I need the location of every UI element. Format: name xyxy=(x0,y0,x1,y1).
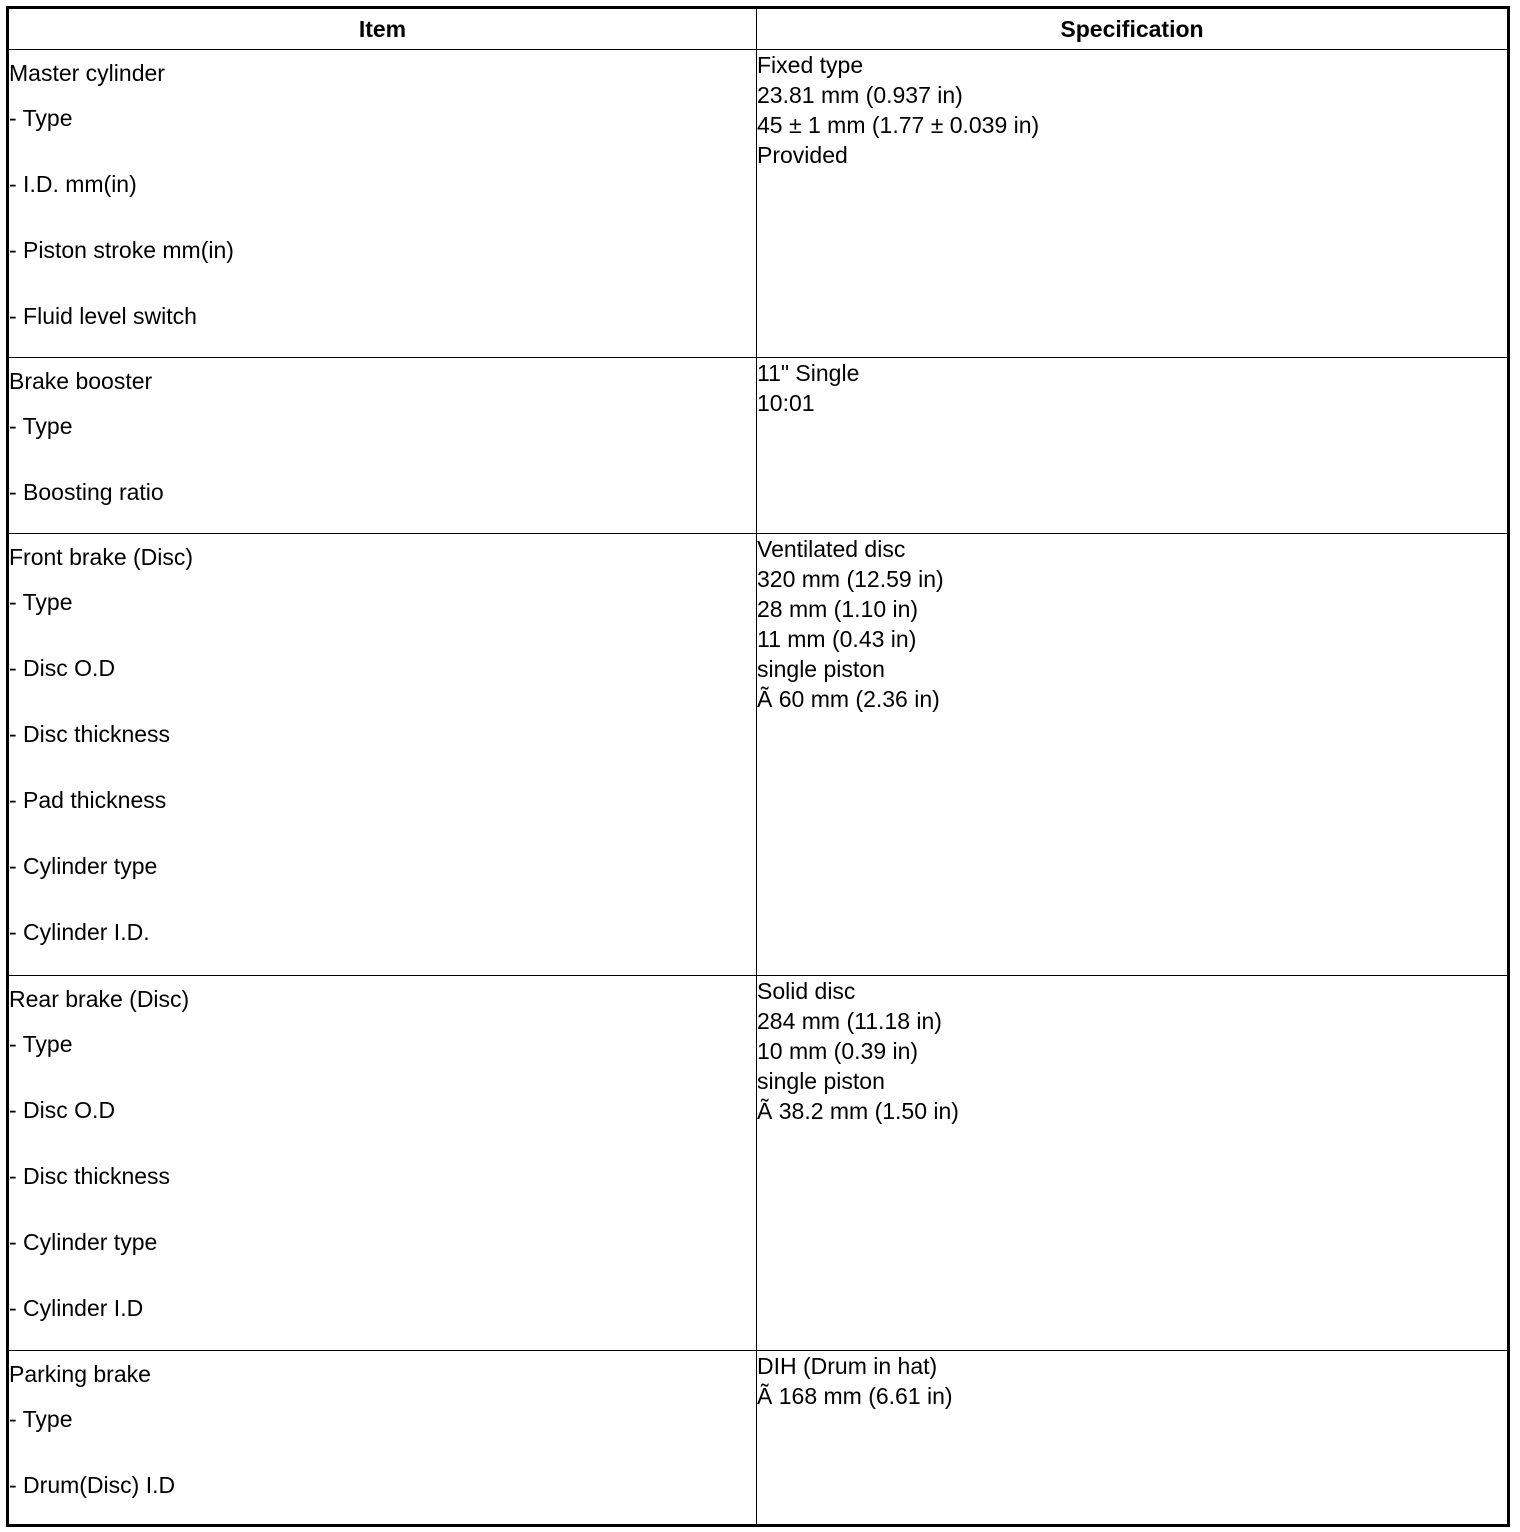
item-subitem: - I.D. mm(in) xyxy=(9,171,137,197)
item-title: Rear brake (Disc) xyxy=(9,986,190,1012)
table-row xyxy=(8,358,1509,534)
spec-value: Ã 60 mm (2.36 in) xyxy=(757,686,940,712)
spec-value: Ã 168 mm (6.61 in) xyxy=(757,1383,953,1409)
spec-value: 320 mm (12.59 in) xyxy=(757,566,944,592)
item-subitem: - Disc thickness xyxy=(9,721,171,747)
spec-value: single piston xyxy=(757,1068,885,1094)
table-row xyxy=(8,534,1509,976)
item-cell xyxy=(8,358,757,534)
item-cell xyxy=(8,534,757,976)
header-item: Item xyxy=(8,8,757,50)
spec-value: 284 mm (11.18 in) xyxy=(757,1008,942,1034)
spec-value: 11 mm (0.43 in) xyxy=(757,626,917,652)
item-subitem: - Cylinder I.D xyxy=(9,1295,144,1321)
item-subitem: - Type xyxy=(9,105,73,131)
item-subitem: - Cylinder I.D. xyxy=(9,919,150,945)
item-subitem: - Cylinder type xyxy=(9,1229,158,1255)
item-cell xyxy=(8,976,757,1351)
item-subitem: - Cylinder type xyxy=(9,853,158,879)
spec-value: 11" Single xyxy=(757,360,860,386)
spec-cell xyxy=(757,358,1509,534)
specification-table xyxy=(6,6,1510,1527)
item-subitem: - Piston stroke mm(in) xyxy=(9,237,234,263)
table-header-row xyxy=(8,8,1509,50)
spec-cell xyxy=(757,976,1509,1351)
spec-value: 10 mm (0.39 in) xyxy=(757,1038,919,1064)
item-subitem: - Type xyxy=(9,589,73,615)
spec-value: 45 ± 1 mm (1.77 ± 0.039 in) xyxy=(757,112,1040,138)
item-title: Parking brake xyxy=(9,1361,151,1387)
spec-value: Fixed type xyxy=(757,52,864,78)
spec-cell xyxy=(757,534,1509,976)
spec-value: Provided xyxy=(757,142,848,168)
spec-value: Ã 38.2 mm (1.50 in) xyxy=(757,1098,959,1124)
item-subitem: - Disc thickness xyxy=(9,1163,171,1189)
item-subitem: - Type xyxy=(9,413,73,439)
item-subitem: - Pad thickness xyxy=(9,787,167,813)
spec-value: 23.81 mm (0.937 in) xyxy=(757,82,963,108)
item-subitem: - Type xyxy=(9,1406,73,1432)
item-subitem: - Drum(Disc) I.D xyxy=(9,1472,176,1498)
table-row xyxy=(8,1351,1509,1526)
table-row xyxy=(8,50,1509,358)
spec-value: Ventilated disc xyxy=(757,536,906,562)
item-title: Front brake (Disc) xyxy=(9,544,194,570)
spec-value: 28 mm (1.10 in) xyxy=(757,596,919,622)
header-specification: Specification xyxy=(757,8,1509,50)
spec-value: 10:01 xyxy=(757,390,815,416)
table-row xyxy=(8,976,1509,1351)
item-cell xyxy=(8,1351,757,1526)
item-title: Brake booster xyxy=(9,368,153,394)
item-subitem: - Boosting ratio xyxy=(9,479,164,505)
item-subitem: - Disc O.D xyxy=(9,655,116,681)
item-subitem: - Fluid level switch xyxy=(9,303,197,329)
spec-value: DIH (Drum in hat) xyxy=(757,1353,938,1379)
item-cell xyxy=(8,50,757,358)
spec-value: Solid disc xyxy=(757,978,856,1004)
item-title: Master cylinder xyxy=(9,60,165,86)
item-subitem: - Disc O.D xyxy=(9,1097,116,1123)
item-subitem: - Type xyxy=(9,1031,73,1057)
spec-value: single piston xyxy=(757,656,885,682)
spec-cell xyxy=(757,50,1509,358)
spec-cell xyxy=(757,1351,1509,1526)
